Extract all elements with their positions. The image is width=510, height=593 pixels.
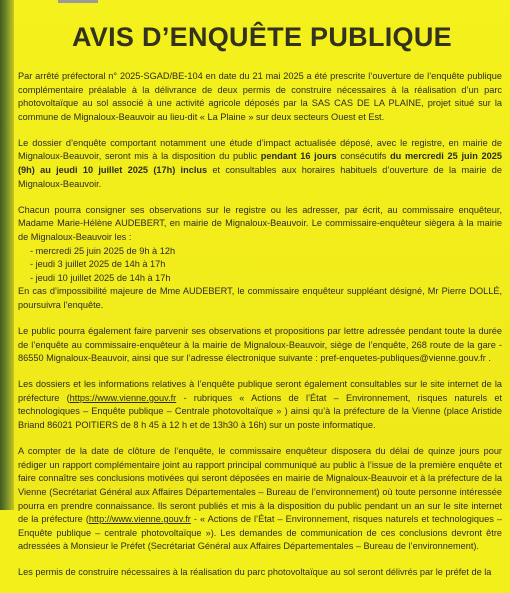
dossier-text-start: Le dossier d’enquête comportant notamment une étude d’impact actualisée déposé, avec le registre, en mairie de Mignaloux-Beauvoir, seront mis à la disposition du public [18,137,502,162]
paragraph-substitute: En cas d’impossibilité majeure de Mme AUDEBERT, le commissaire enquêteur suppléant désigné, Mr Pierre DOLLÉ, poursuivra l’enquête. [18,286,502,310]
conclusions-text-start: A compter de la date de clôture de l’enquête, le commissaire enquêteur disposera du délai de quinze jours pour rédiger un rapport complémentaire joint au rapport principal communiqué au public à l’issue de la première enquête et faire connaître ses conclusions motivées qui seront déposées en mairie de Mignaloux-Beauvoir et à la préfecture de la Vienne (Secrétariat Général aux Affaires Départementales – Bureau de l’environnement) où toute personne intéressée pourra en prendre connaissance. Ils seront publiés et mis à la disposition du public pendant un an sur le site internet de la préfecture ( [18,446,502,525]
dossier-text-mid: consécutifs [336,151,391,162]
paragraph-website [18,378,502,432]
paragraph-dossier [18,137,502,191]
notice-title: AVIS D’ENQUÊTE PUBLIQUE [72,22,452,52]
session-item: - jeudi 10 juillet 2025 de 14h à 17h [30,272,171,283]
paragraph-decree: Par arrêté préfectoral n° 2025-SGAD/BE-104 en date du 21 mai 2025 a été prescrite l’ouverture de l’enquête publique complémentaire préalable à la délivrance de deux permis de construire nécessaires à la réalisation d’un parc photovoltaïque au sol associé à une activité agricole déposés par la SAS CAS DE LA PLAINE, projet situé sur la commune de Mignaloux-Beauvoir au lieu-dit « La Plaine » sur deux secteurs Ouest et Est. [18,71,502,122]
date-range-highlight: du mercredi 25 juin 2025 (9h) au jeudi 10 juillet 2025 (17h) inclus [18,151,502,176]
paragraph-permits: Les permis de construire nécessaires à la réalisation du parc photovoltaïque au sol seront délivrés par le préfet de la [18,567,492,578]
top-fastener [58,0,98,3]
prefecture-link-2[interactable]: http://www.vienne.gouv.fr [88,514,191,525]
website-text-end: - rubriques « Actions de l’État – Environnement, risques naturels et technologiques – Enquête publique – Centrale photovoltaïque » ) ainsi qu’à la préfecture de la Vienne (place Aristide Briand 86021 POITIERS de 8 h 45 à 12 h et de 13h30 à 16h) sur un poste informatique. [18,392,502,431]
paragraph-observations: Chacun pourra consigner ses observations sur le registre ou les adresser, par écrit, au commissaire enquêteur, Madame Marie-Hélène AUDEBERT, en mairie de Mignaloux-Beauvoir. Le commissaire-enquêteur siègera à la mairie de Mignaloux-Beauvoir les : [18,204,502,242]
paragraph-conclusions [18,445,502,554]
session-item: - jeudi 3 juillet 2025 de 14h à 17h [30,259,166,270]
session-item: - mercredi 25 juin 2025 de 9h à 12h [30,245,176,256]
dossier-text-end: et consultables aux horaires habituels d’ouverture de la mairie de Mignaloux-Beauvoir. [18,165,502,189]
paragraph-mail: Le public pourra également faire parvenir ses observations et propositions par lettre adressée pendant toute la durée de l’enquête au commissaire-enquêteur à la mairie de Mignaloux-Beauvoir, siège de l’enquête, 268 route de la gare - 86550 Mignaloux-Beauvoir, ainsi que sur l’adresse électronique suivante : pref-enquetes-publiques@vienne.gouv.fr . [18,326,502,364]
session-list [18,245,502,286]
left-edge-shadow [0,0,14,510]
prefecture-link[interactable]: https://www.vienne.gouv.fr [69,392,177,403]
notice-poster [14,0,510,578]
website-text-start: Les dossiers et les informations relatives à l’enquête publique seront également consultables sur le site internet de la préfecture ( [18,379,502,403]
conclusions-text-end: - « Actions de l’État – Environnement, risques naturels et technologiques – Enquête publique – centrale photovoltaïque »). Les demandes de communication de ces conclusions devront être adressées à Monsieur le Préfet (Secrétariat Général aux Affaires Départementales – Bureau de l’environnement). [18,514,502,552]
duration-highlight: pendant 16 jours [260,151,337,162]
notice-body [18,70,502,593]
